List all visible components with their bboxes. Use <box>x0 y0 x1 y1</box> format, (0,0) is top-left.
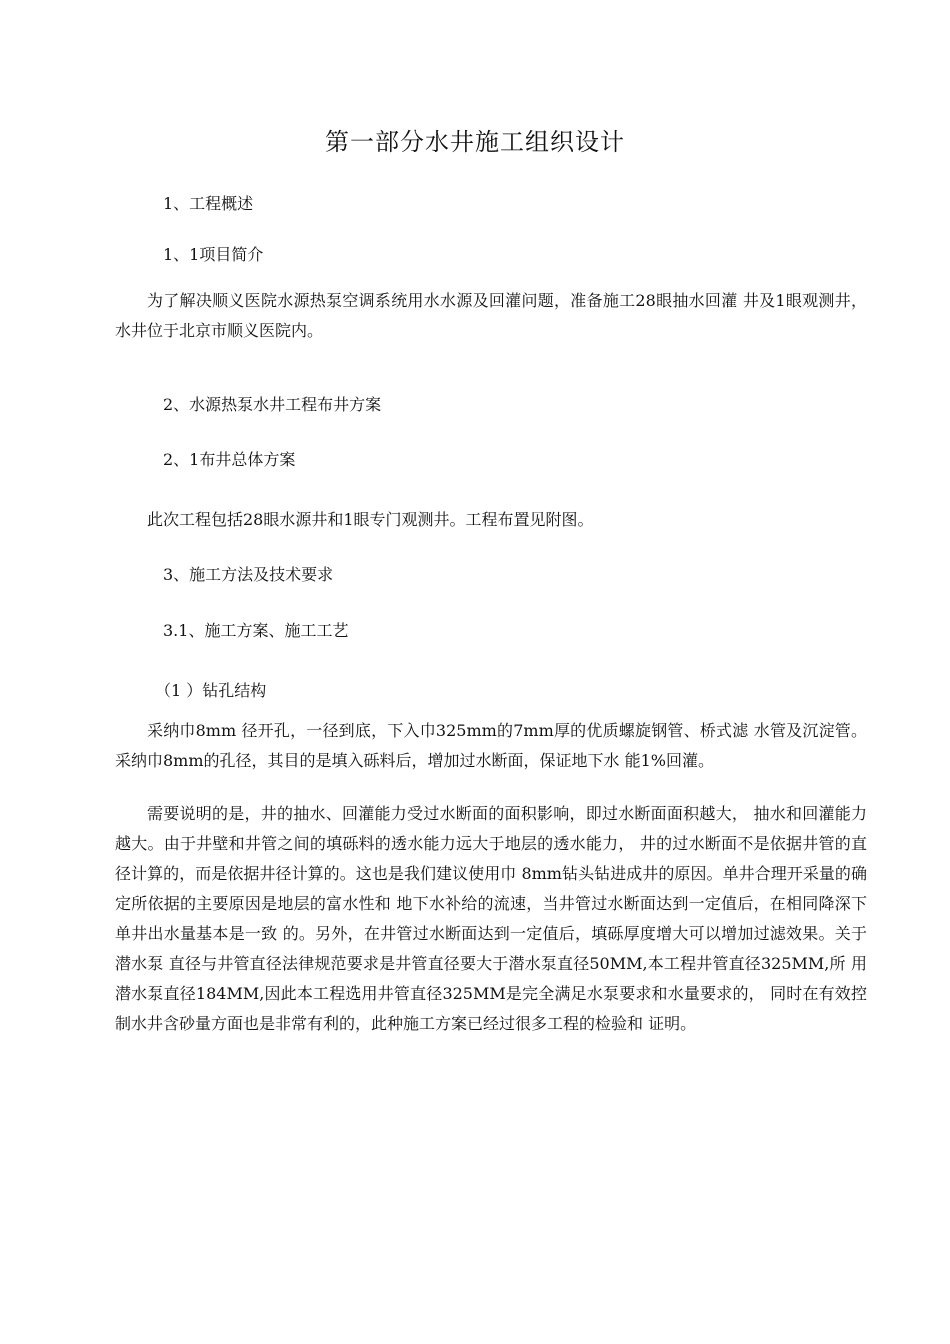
document-title: 第一部分水井施工组织设计 <box>325 128 625 156</box>
paragraph-explanation: 需要说明的是，井的抽水、回灌能力受过水断面的面积影响，即过水断面面积越大， 抽水和回灌能力越大。由于井壁和井管之间的填砾料的透水能力远大于地层的透水能力， 井的过水断面不是依据井管的直径计算的，而是依据井径计算的。这也是我们建议使用巾 8mm钻头钻进成井的原因。单井合理开采量的确定所依据的主要原因是地层的富水性和 地下水补给的流速，当井管过水断面达到一定值后，在相同降深下单井出水量基本是一致 的。另外，在井管过水断面达到一定值后，填砾厚度增大可以增加过滤效果。关于潜水泵 直径与井管直径法律规范要求是井管直径要大于潜水泵直径50MM,本工程井管直径325MM,所 用潜水泵直径184MM,因此本工程选用井管直径325MM是完全满足水泵要求和水量要求的， 同时在有效控制水井含砂量方面也是非常有利的，此种施工方案已经过很多工程的检验和 证明。 <box>115 804 867 1033</box>
heading-2: 2、水源热泵水井工程布井方案 <box>163 395 382 414</box>
heading-1: 1、工程概述 <box>163 194 254 213</box>
heading-3-1-1: （1 ）钻孔结构 <box>155 681 267 700</box>
heading-3: 3、施工方法及技术要求 <box>163 565 334 584</box>
paragraph-drilling-structure: 采纳巾8mm 径开孔，一径到底，下入巾325mm的7mm厚的优质螺旋钢管、桥式滤 水管及沉淀管。采纳巾8mm的孔径，其目的是填入砾料后，增加过水断面，保证地下水 能1%回灌。 <box>115 721 867 770</box>
paragraph-project-intro: 为了解决顺义医院水源热泵空调系统用水水源及回灌问题，准备施工28眼抽水回灌 井及1眼观测井，水井位于北京市顺义医院内。 <box>115 291 867 340</box>
heading-3-1: 3.1、施工方案、施工工艺 <box>163 621 349 640</box>
heading-1-1: 1、1项目简介 <box>163 245 264 264</box>
heading-2-1: 2、1布井总体方案 <box>163 450 296 469</box>
paragraph-well-plan: 此次工程包括28眼水源井和1眼专门观测井。工程布置见附图。 <box>147 510 594 529</box>
